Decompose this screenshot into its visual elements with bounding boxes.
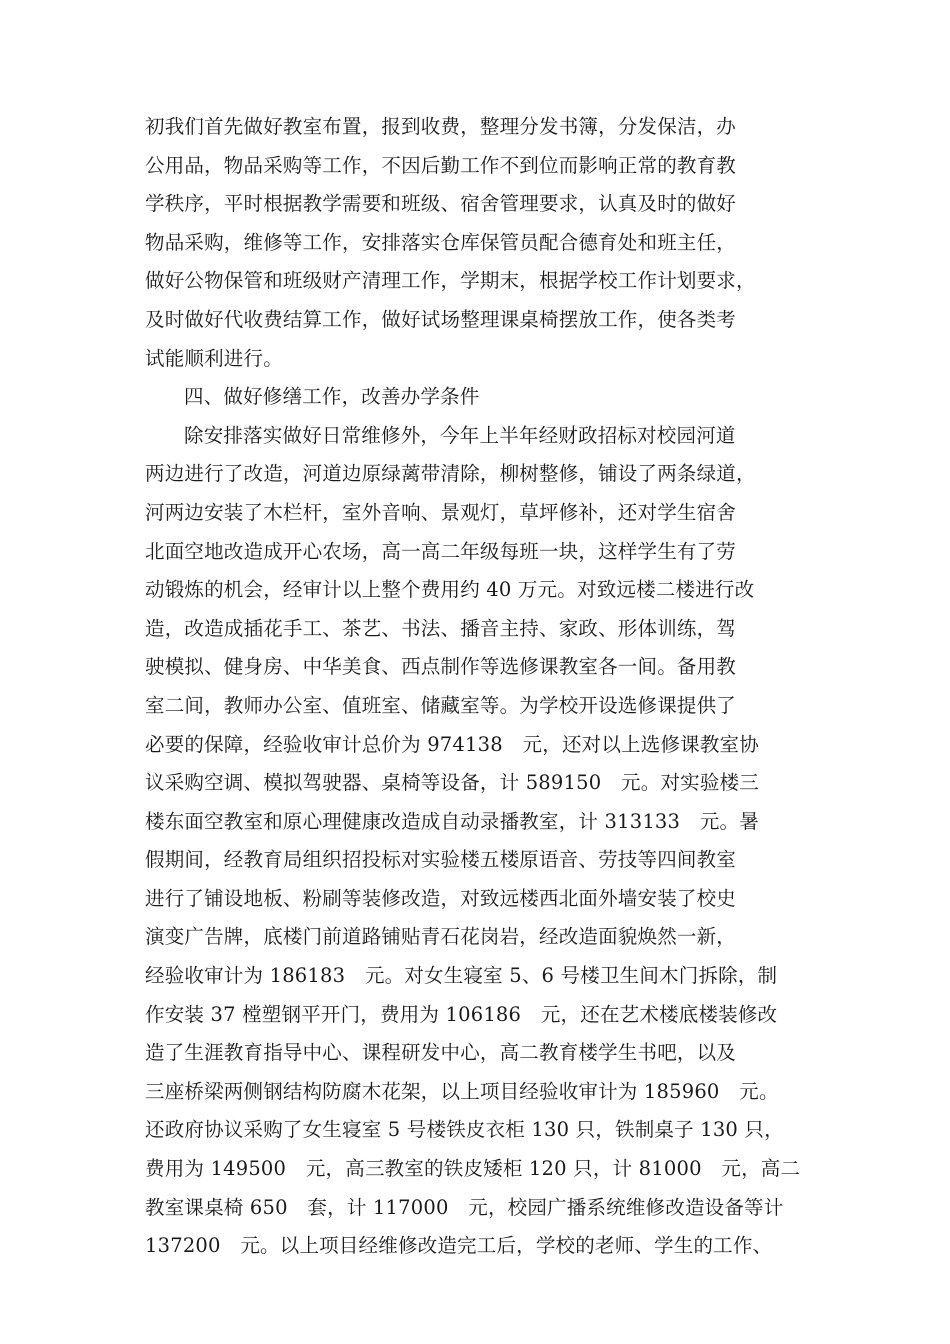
text-line: 驶模拟、健身房、中华美食、西点制作等选修课教室各一间。备用教	[145, 655, 737, 679]
text-line: 必要的保障，经验收审计总价为 974138 元，还对以上选修课教室协	[145, 732, 759, 756]
text-line: 试能顺利进行。	[145, 346, 283, 370]
text-line: 议采购空调、模拟驾驶器、桌椅等设备，计 589150 元。对实验楼三	[145, 771, 759, 795]
text-line: 两边进行了改造，河道边原绿蓠带清除，柳树整修，铺设了两条绿道，	[145, 462, 756, 486]
text-line: 公用品，物品采购等工作，不因后勤工作不到位而影响正常的教育教	[145, 153, 737, 177]
text-line: 137200 元。以上项目经维修改造完工后，学校的老师、学生的工作、	[145, 1234, 773, 1258]
text-line: 三座桥梁两侧钢结构防腐木花架，以上项目经验收审计为 185960 元。	[145, 1079, 779, 1103]
text-line: 动锻炼的机会，经审计以上整个费用约 40 万元。对致远楼二楼进行改	[145, 578, 755, 602]
text-line: 楼东面空教室和原心理健康改造成自动录播教室，计 313133 元。暑	[145, 809, 759, 833]
text-line: 学秩序，平时根据教学需要和班级、宿舍管理要求，认真及时的做好	[145, 192, 737, 216]
text-line: 北面空地改造成开心农场，高一高二年级每班一块，这样学生有了劳	[145, 539, 737, 563]
text-line: 假期间，经教育局组织招投标对实验楼五楼原语音、劳技等四间教室	[145, 848, 737, 872]
text-line: 物品采购，维修等工作，安排落实仓库保管员配合德育处和班主任，	[145, 230, 737, 254]
text-line: 初我们首先做好教室布置，报到收费，整理分发书簿，分发保洁，办	[145, 115, 737, 138]
text-line: 造了生涯教育指导中心、课程研发中心，高二教育楼学生书吧，以及	[145, 1041, 737, 1065]
text-line: 除安排落实做好日常维修外，今年上半年经财政招标对校园河道	[184, 423, 736, 447]
text-line: 及时做好代收费结算工作，做好试场整理课桌椅摆放工作，使各类考	[145, 307, 737, 331]
text-line: 还政府协议采购了女生寝室 5 号楼铁皮衣柜 130 只，铁制桌子 130 只，	[145, 1118, 784, 1142]
text-line: 作安装 37 樘塑钢平开门，费用为 106186 元，还在艺术楼底楼装修改	[145, 1002, 778, 1026]
text-line: 室二间，教师办公室、值班室、储藏室等。为学校开设选修课提供了	[145, 693, 737, 717]
text-line: 造，改造成插花手工、茶艺、书法、播音主持、家政、形体训练，驾	[145, 616, 737, 640]
text-line: 做好公物保管和班级财产清理工作，学期末，根据学校工作计划要求，	[145, 269, 756, 293]
text-line: 河两边安装了木栏杆，室外音响、景观灯，草坪修补，还对学生宿舍	[145, 500, 737, 524]
text-line: 演变广告牌，底楼门前道路铺贴青石花岗岩，经改造面貌焕然一新，	[145, 925, 737, 949]
text-line: 费用为 149500 元，高三教室的铁皮矮柜 120 只，计 81000 元，高二	[145, 1157, 801, 1181]
text-line: 四、做好修缮工作，改善办学条件	[184, 385, 480, 409]
document-body	[145, 108, 810, 1266]
text-line: 教室课桌椅 650 套，计 117000 元，校园广播系统维修改造设备等计	[145, 1195, 784, 1219]
text-line: 进行了铺设地板、粉刷等装修改造，对致远楼西北面外墙安装了校史	[145, 886, 737, 910]
text-line: 经验收审计为 186183 元。对女生寝室 5、6 号楼卫生间木门拆除，制	[145, 964, 778, 988]
